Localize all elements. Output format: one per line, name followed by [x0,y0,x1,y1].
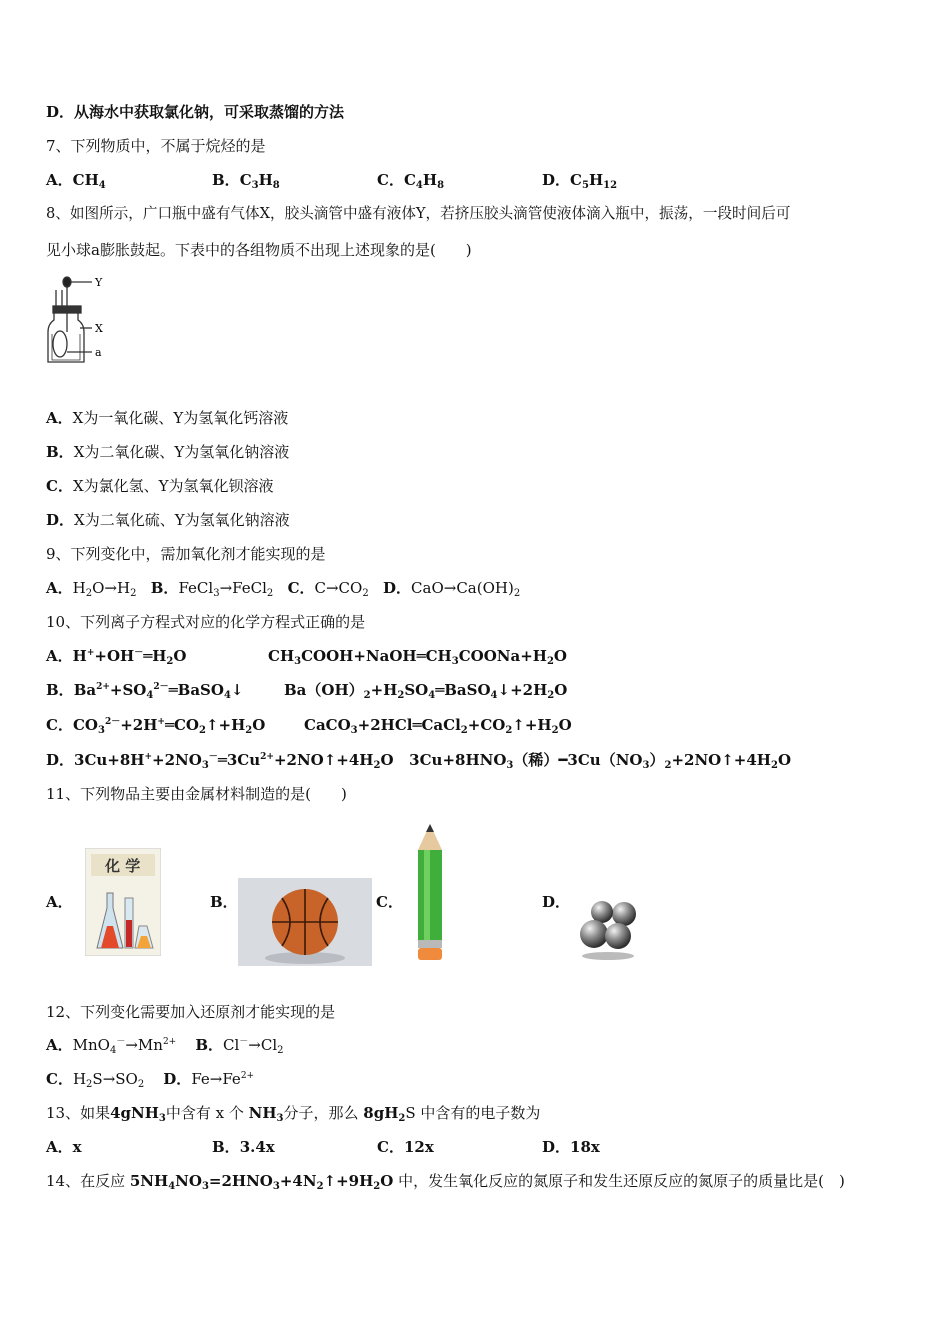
pencil-eraser [418,948,442,960]
q11-option-c-label: C． [376,893,403,911]
q6-option-d: D．从海水中获取氯化钠，可采取蒸馏的方法 [46,103,345,121]
q10-stem: 10、下列离子方程式对应的化学方程式正确的是 [46,613,366,631]
q9-option-c: C．$C\to CO_2$ [287,579,369,599]
q7-option-a: A．$CH_4$ [46,171,106,191]
q7-stem: 7、下列物质中，不属于烷烃的是 [46,137,266,155]
pencil-image [410,822,450,962]
q8-option-a: A．X为一氧化碳、Y为氢氧化钙溶液 [46,409,289,427]
metal-balls-image [574,898,642,962]
q9-option-d: D．$CaO\to Ca(OH)_2$ [383,579,521,599]
q7-option-b: B．$C_3H_8$ [212,171,280,191]
q9-options [46,578,520,598]
q10-option-a: A．$H^++OH^-═H_2O$ $CH_3COOH+NaOH═CH_3COONa+H_2O$ [46,647,567,667]
q11-option-a-label: A． [46,893,73,911]
q8-option-b: B．X为二氧化碳、Y为氢氧化钠溶液 [46,443,290,461]
chemistry-textbook-image [85,848,161,956]
q10-option-c: C．$CO_3^{2-}+2H^+═CO_2↑+H_2O$ $CaCO_3+2HCl═CaCl_2+CO_2↑+H_2O$ [46,716,572,736]
q7-option-d: D．$C_5H_{12}$ [542,171,618,191]
q12-options-ab: A．$MnO_4^-\to Mn^{2+}$ B．$Cl^-\to Cl_2$ [46,1036,284,1056]
q11-option-b-label: B． [210,893,238,911]
q12-options-cd: C．$H_2S\to SO_2$ D．$Fe\to Fe^{2+}$ [46,1070,255,1090]
q8-option-d: D．X为二氧化硫、Y为氢氧化钠溶液 [46,511,290,529]
q10-option-b: B．$Ba^{2+}+SO_4^{2-}═BaSO_4↓$ $Ba(OH)_2+H_2SO_4═BaSO_4↓+2H_2O$ [46,681,568,701]
q13-option-c: C．12x [377,1138,434,1156]
q9-stem: 9、下列变化中，需加氧化剂才能实现的是 [46,545,326,563]
q13-option-a: A．x [46,1138,82,1156]
q13-option-d: D．18x [542,1138,600,1156]
q8-stem-line1: 8、如图所示，广口瓶中盛有气体X，胶头滴管中盛有液体Y，若挤压胶头滴管使液体滴入瓶中，振荡，一段时间后可 [46,205,791,222]
stopper [53,306,81,313]
q8-option-c: C．X为氯化氢、Y为氢氧化钡溶液 [46,477,274,495]
q12-stem: 12、下列变化需要加入还原剂才能实现的是 [46,1003,336,1021]
basketball-image [238,878,372,966]
q7-option-c: C．$C_4H_8$ [377,171,445,191]
q11-option-d-label: D． [542,893,571,911]
q11-stem: 11、下列物品主要由金属材料制造的是( ) [46,785,347,803]
q14-stem: 14、在反应 $5NH_4NO_3=2HNO_3+4N_2↑+9H_2O$ 中，发生氧化反应的氮原子和发生还原反应的氮原子的质量比是( ) [46,1172,845,1192]
fig-label-a: a [95,346,102,359]
q9-option-b: B．FeCl$_3$→FeCl$_2$ [150,579,274,599]
q13-stem: 13、如果4gNH$_3$中含有 x 个 $NH_3$分子，那么 $8gH_2S$ 中含有的电子数为 [46,1104,541,1124]
q10-option-d: D．$3Cu+8H^++2NO_3^-═3Cu^{2+}+2NO↑+4H_2O$ $3Cu+8HNO_3$（稀）$━3Cu(NO_3)_2+2NO↑+4H_2O$ [46,751,792,771]
dropper-bulb [63,277,71,287]
svg-text:化 学: 化 学 [105,857,141,875]
balloon-a [53,331,67,357]
q9-option-a: A．$H_2O\to H_2$ [46,579,137,599]
fig-label-x: X [95,322,103,335]
flask-dropper-diagram [40,272,120,372]
q8-stem-line2: 见小球a膨胀鼓起。下表中的各组物质不出现上述现象的是( ) [46,241,472,259]
q13-option-b: B．3.4x [212,1138,275,1156]
fig-label-y: Y [95,276,103,289]
